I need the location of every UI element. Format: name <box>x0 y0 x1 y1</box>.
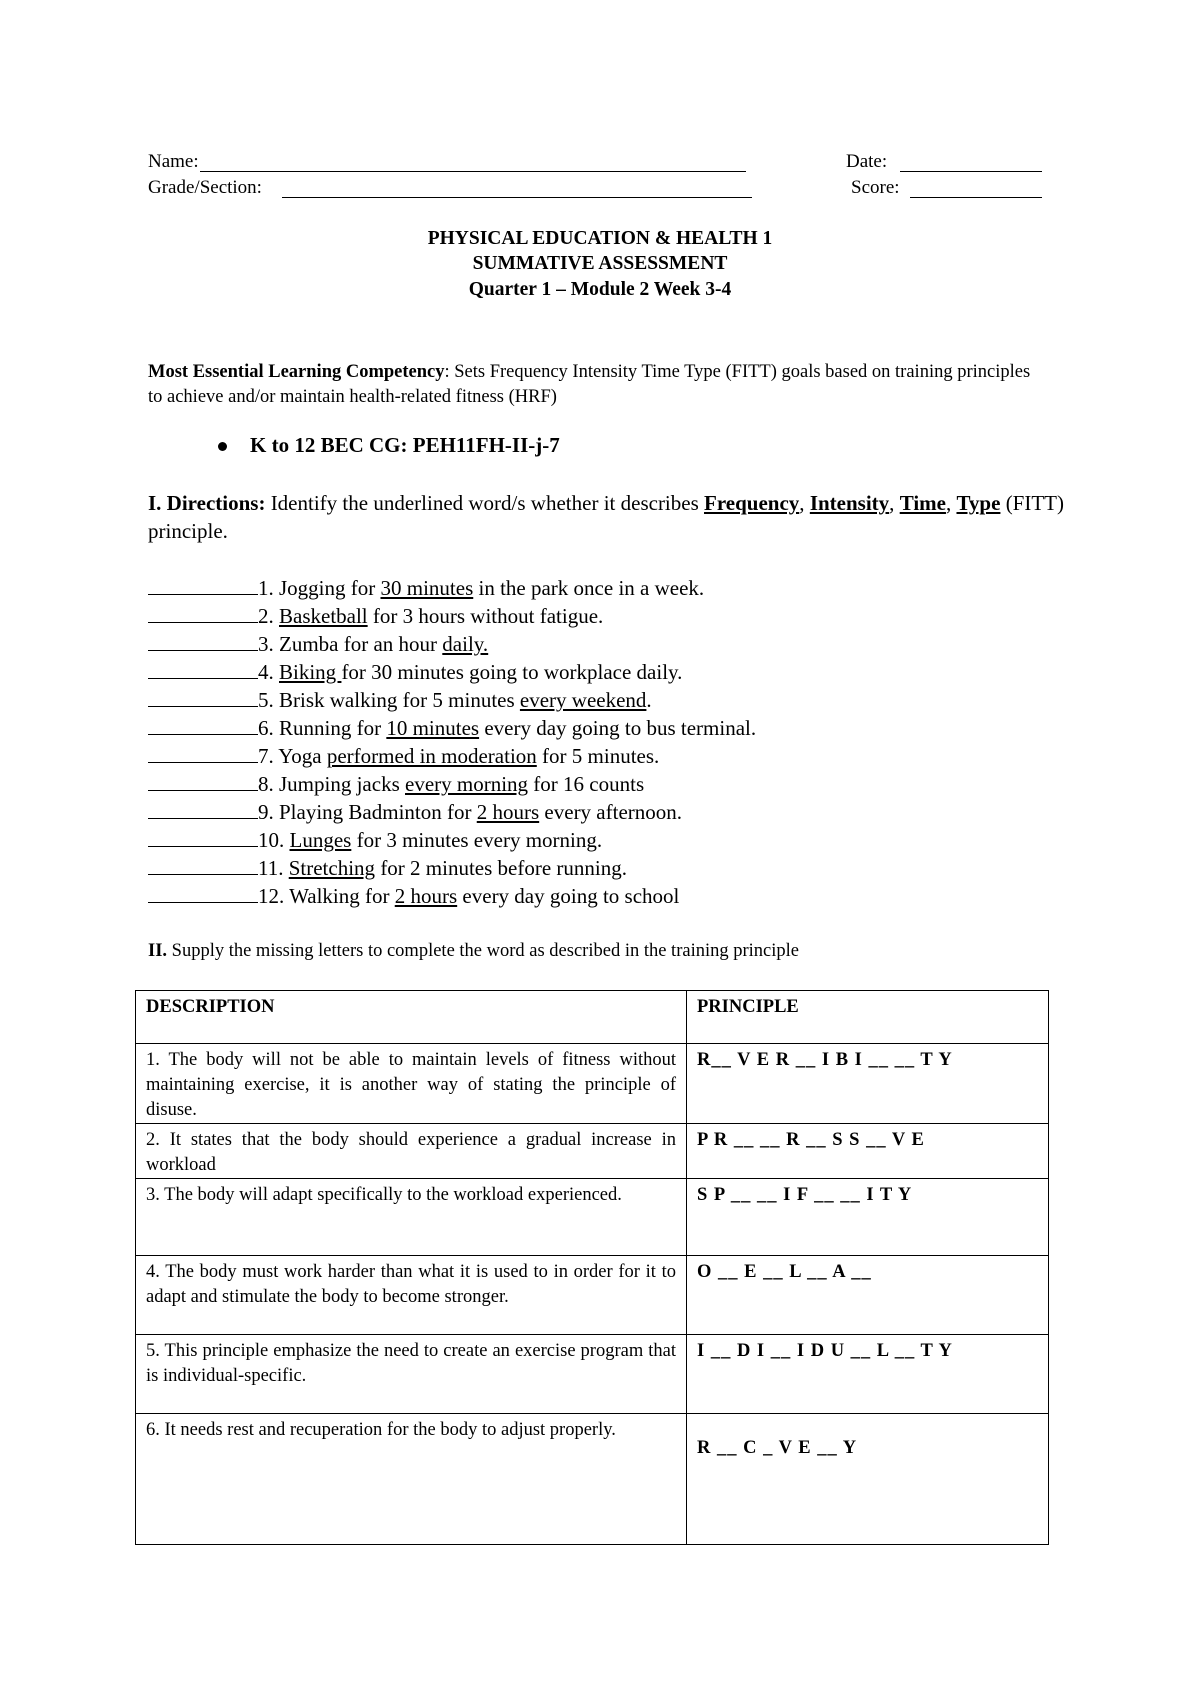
description-cell: 1. The body will not be able to maintain levels of fitness without maintaining exercise, it is another way of stating the principle of disuse. <box>136 1044 687 1124</box>
part1-directions <box>148 489 1064 545</box>
grade-section-label: Grade/Section: <box>148 177 262 198</box>
directions-separator: , <box>799 491 810 515</box>
item-underlined: 2 hours <box>476 800 540 824</box>
answer-blank[interactable] <box>148 744 258 763</box>
term-intensity: Intensity <box>809 491 890 515</box>
item-underlined: Lunges <box>289 828 352 852</box>
item-underlined: every weekend <box>519 688 647 712</box>
term-time: Time <box>899 491 946 515</box>
description-cell: 2. It states that the body should experience a gradual increase in workload <box>136 1124 687 1179</box>
item-underlined: 30 minutes <box>380 576 474 600</box>
item-text: 12. Walking for <box>258 884 395 908</box>
grade-score-row <box>148 177 1048 203</box>
directions-text: Identify the underlined word/s whether it describes <box>265 491 705 515</box>
item-text: 11. <box>258 856 289 880</box>
description-cell: 5. This principle emphasize the need to create an exercise program that is individual-specific. <box>136 1335 687 1414</box>
item-text: for 3 hours without fatigue. <box>367 604 604 628</box>
item-text: every afternoon. <box>539 800 683 824</box>
item-text: 8. Jumping jacks <box>258 772 405 796</box>
list-item <box>148 854 1048 882</box>
principle-cell[interactable]: S P __ __ I F __ __ I T Y <box>687 1179 1049 1256</box>
description-header: DESCRIPTION <box>136 991 687 1044</box>
score-field[interactable] <box>910 197 1042 198</box>
answer-blank[interactable] <box>148 716 258 735</box>
table-row <box>136 1044 1049 1124</box>
assessment-title: SUMMATIVE ASSESSMENT <box>472 253 728 274</box>
name-label: Name: <box>148 151 199 172</box>
name-date-row <box>148 151 1048 177</box>
score-label: Score: <box>851 177 900 198</box>
item-text: 3. Zumba for an hour <box>258 632 443 656</box>
item-text: 10. <box>258 828 290 852</box>
list-item <box>148 602 1048 630</box>
directions-separator: , <box>889 491 900 515</box>
part1-items <box>148 574 1048 910</box>
item-text: for 3 minutes every morning. <box>351 828 603 852</box>
answer-blank[interactable] <box>148 604 258 623</box>
principle-cell[interactable]: O __ E __ L __ A __ <box>687 1256 1049 1335</box>
part2-directions <box>148 941 799 962</box>
learning-competency <box>148 360 1048 410</box>
item-text: for 5 minutes. <box>536 744 660 768</box>
part2-label: II. <box>148 941 168 961</box>
answer-blank[interactable] <box>148 856 258 875</box>
directions-separator: , <box>945 491 957 515</box>
learning-competency-label: Most Essential Learning Competency <box>148 362 445 382</box>
directions-end: (FITT) principle. <box>148 491 1065 543</box>
subject-title: PHYSICAL EDUCATION & HEALTH 1 <box>427 228 773 249</box>
part2-text: Supply the missing letters to complete the word as described in the training principle <box>167 941 799 961</box>
item-text: 9. Playing Badminton for <box>258 800 477 824</box>
table-row <box>136 1179 1049 1256</box>
item-underlined: Basketball <box>279 604 368 628</box>
learning-competency-text: : Sets Frequency Intensity Time Type (FITT) goals based on training principles to achieve and/or maintain health-related fitness (HRF) <box>148 362 1031 407</box>
bullet-icon <box>218 442 227 451</box>
description-cell: 6. It needs rest and recuperation for the body to adjust properly. <box>136 1414 687 1545</box>
item-text: 7. Yoga <box>258 744 327 768</box>
list-item <box>148 686 1048 714</box>
list-item <box>148 714 1048 742</box>
answer-blank[interactable] <box>148 800 258 819</box>
list-item <box>148 826 1048 854</box>
table-row <box>136 1256 1049 1335</box>
list-item <box>148 742 1048 770</box>
description-cell: 3. The body will adapt specifically to the workload experienced. <box>136 1179 687 1256</box>
item-text: 6. Running for <box>258 716 387 740</box>
answer-blank[interactable] <box>148 828 258 847</box>
curriculum-code: K to 12 BEC CG: PEH11FH-II-j-7 <box>250 433 560 457</box>
item-text: every day going to bus terminal. <box>479 716 757 740</box>
table-row <box>136 1414 1049 1545</box>
item-underlined: 10 minutes <box>386 716 480 740</box>
list-item <box>148 574 1048 602</box>
description-cell: 4. The body must work harder than what it is used to in order for it to adapt and stimulate the body to become stronger. <box>136 1256 687 1335</box>
item-text: for 16 counts <box>528 772 645 796</box>
item-underlined: 2 hours <box>394 884 458 908</box>
list-item <box>148 770 1048 798</box>
item-text: 4. <box>258 660 279 684</box>
answer-blank[interactable] <box>148 772 258 791</box>
table-header-row <box>136 991 1049 1044</box>
grade-section-field[interactable] <box>282 197 752 198</box>
date-label: Date: <box>846 151 888 172</box>
item-underlined: performed in moderation <box>326 744 537 768</box>
item-text: . <box>646 688 652 712</box>
item-underlined: every morning <box>405 772 529 796</box>
item-text: for 2 minutes before running. <box>375 856 628 880</box>
date-field[interactable] <box>900 171 1042 172</box>
table-row <box>136 1335 1049 1414</box>
principle-header: PRINCIPLE <box>687 991 1049 1044</box>
directions-label: I. Directions: <box>148 491 266 515</box>
table-row <box>136 1124 1049 1179</box>
principle-cell[interactable]: R __ C _ V E __ Y <box>687 1414 1049 1545</box>
term-frequency: Frequency <box>704 491 800 515</box>
term-type: Type <box>956 491 1001 515</box>
list-item <box>148 798 1048 826</box>
item-text: in the park once in a week. <box>473 576 705 600</box>
item-text: 1. Jogging for <box>258 576 381 600</box>
principle-cell[interactable]: P R __ __ R __ S S __ V E <box>687 1124 1049 1179</box>
name-field[interactable] <box>200 171 746 172</box>
item-underlined: daily. <box>442 632 489 656</box>
principle-cell[interactable]: R__ V E R __ I B I __ __ T Y <box>687 1044 1049 1124</box>
answer-blank[interactable] <box>148 576 258 595</box>
answer-blank[interactable] <box>148 884 258 903</box>
quarter-module-title: Quarter 1 – Module 2 Week 3-4 <box>468 279 732 300</box>
item-text: every day going to school <box>457 884 680 908</box>
list-item <box>148 658 1048 686</box>
list-item <box>148 882 1048 910</box>
answer-blank[interactable] <box>148 660 258 679</box>
answer-blank[interactable] <box>148 632 258 651</box>
principles-table <box>135 990 1049 1545</box>
item-text: 2. <box>258 604 279 628</box>
item-text: for 30 minutes going to workplace daily. <box>341 660 683 684</box>
item-underlined: Stretching <box>288 856 376 880</box>
answer-blank[interactable] <box>148 688 258 707</box>
list-item <box>148 630 1048 658</box>
item-underlined: Biking <box>279 660 342 684</box>
item-text: 5. Brisk walking for 5 minutes <box>258 688 520 712</box>
principle-cell[interactable]: I __ D I __ I D U __ L __ T Y <box>687 1335 1049 1414</box>
